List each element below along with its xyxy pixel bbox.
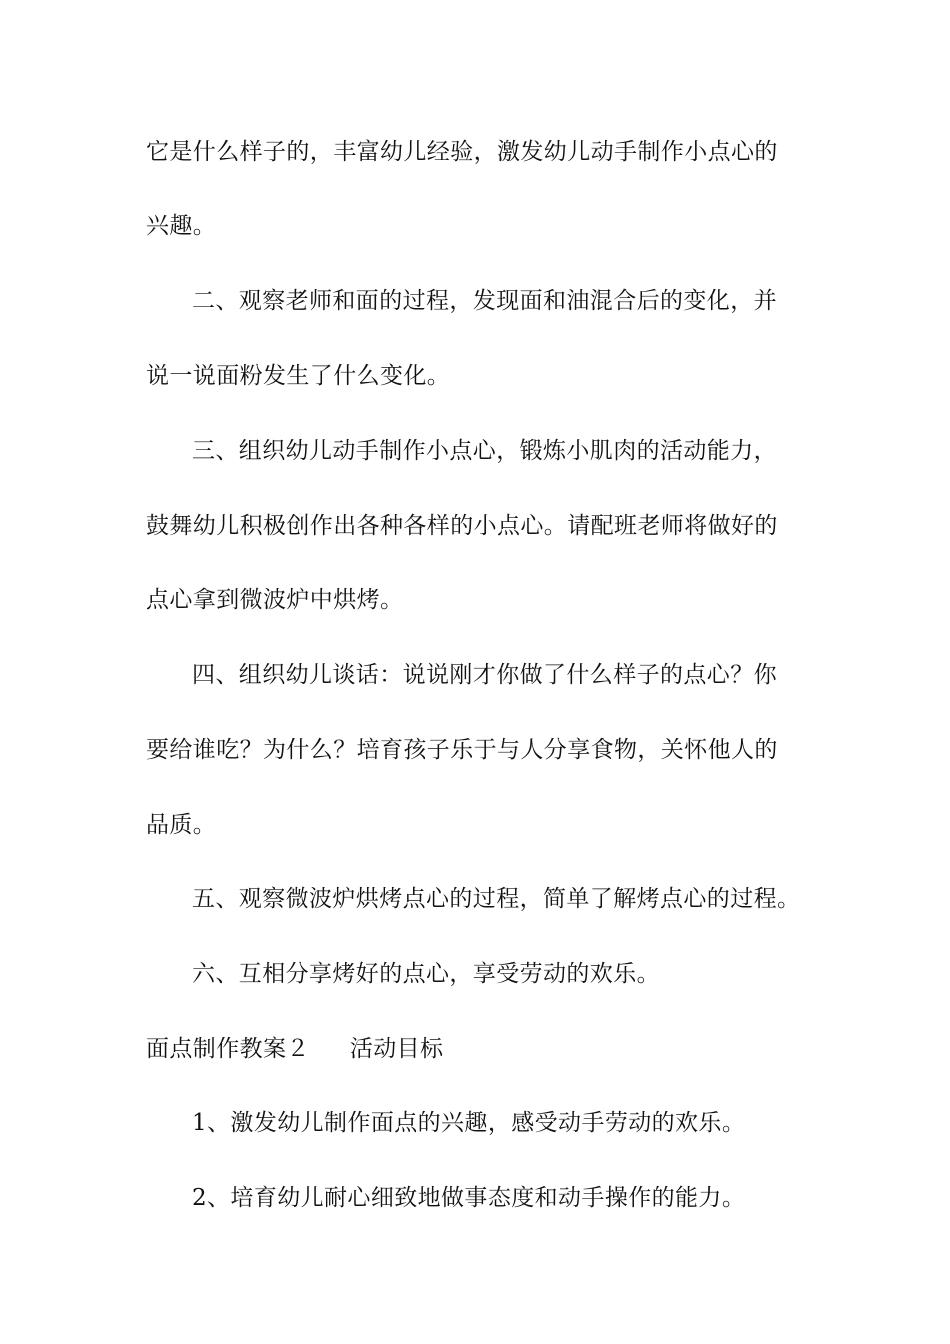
- step-four-line: 四、组织幼儿谈话：说说刚才你做了什么样子的点心？你: [192, 662, 777, 688]
- paragraph-line: 点心拿到微波炉中烘烤。: [146, 587, 404, 613]
- paragraph-line: 要给谁吃？为什么？培育孩子乐于与人分享食物，关怀他人的: [146, 737, 778, 763]
- paragraph-line: 兴趣。: [146, 213, 217, 239]
- paragraph-line: 它是什么样子的，丰富幼儿经验，激发幼儿动手制作小点心的: [146, 139, 778, 165]
- step-six-line: 六、互相分享烤好的点心，享受劳动的欢乐。: [192, 961, 660, 987]
- section-heading: [146, 1034, 826, 1064]
- lesson-title: 面点制作教案２: [146, 1036, 310, 1062]
- paragraph-line: 品质。: [146, 812, 217, 838]
- step-five-line: 五、观察微波炉烘烤点心的过程，简单了解烤点心的过程。: [192, 886, 801, 912]
- step-three-line: 三、组织幼儿动手制作小点心，锻炼小肌肉的活动能力，: [192, 438, 777, 464]
- section-subtitle: 活动目标: [349, 1036, 444, 1062]
- paragraph-line: 鼓舞幼儿积极创作出各种各样的小点心。请配班老师将做好的: [146, 513, 778, 539]
- step-two-line: 二、观察老师和面的过程，发现面和油混合后的变化，并: [192, 288, 777, 314]
- goal-item: 2、培育幼儿耐心细致地做事态度和动手操作的能力。: [192, 1185, 746, 1211]
- paragraph-line: 说一说面粉发生了什么变化。: [146, 363, 451, 389]
- goal-item: 1、激发幼儿制作面点的兴趣，感受动手劳动的欢乐。: [192, 1110, 746, 1136]
